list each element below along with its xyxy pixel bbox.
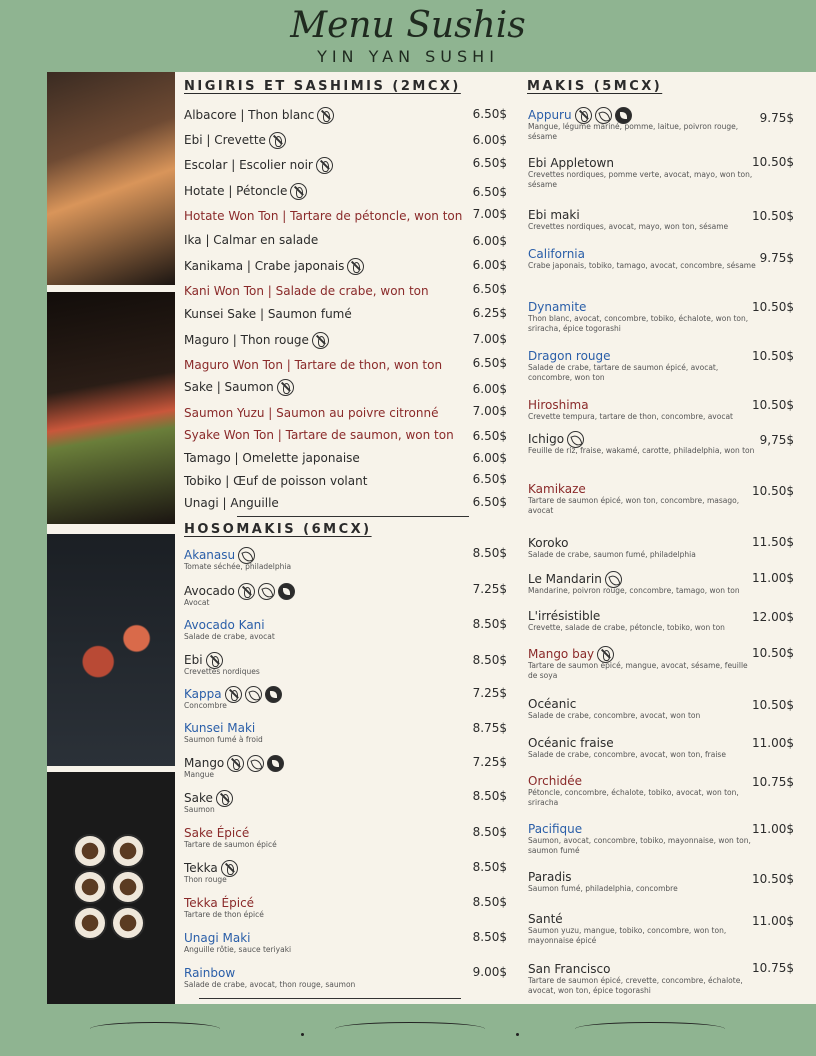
item-description: Saumon yuzu, mangue, tobiko, concombre, won ton, mayonnaise épicé [528, 926, 727, 945]
item-name: Kani Won Ton | Salade de crabe, won ton [184, 284, 429, 298]
item-price: 10.50$ [752, 155, 794, 169]
sushi-assortment-photo [47, 534, 175, 766]
menu-title: Menu Sushis [290, 5, 526, 46]
menu-item [528, 532, 569, 551]
menu-item [184, 857, 238, 877]
item-price: 6.50$ [472, 185, 507, 199]
item-name: Hotate Won Ton | Tartare de pétoncle, won ton [184, 209, 463, 223]
item-price: 8.50$ [472, 789, 507, 803]
item-name: Kamikaze [528, 482, 586, 496]
no-gluten-icon [317, 107, 334, 124]
item-price: 8.50$ [472, 617, 507, 631]
item-price: 6.50$ [472, 156, 507, 170]
menu-item [528, 732, 614, 751]
item-name: Paradis [528, 870, 572, 884]
item-description: Saumon [184, 805, 215, 814]
item-name: Mango [184, 755, 284, 772]
item-description: Salade de crabe, concombre, avocat, won ton, fraise [528, 750, 726, 759]
menu-item [528, 428, 584, 448]
menu-item [184, 683, 282, 703]
item-name: Hiroshima [528, 398, 589, 412]
item-price: 6.50$ [472, 282, 507, 296]
item-name: Saumon Yuzu | Saumon au poivre citronné [184, 406, 439, 420]
photo-column [47, 72, 175, 1004]
menu-item [184, 544, 255, 564]
menu-item [528, 478, 586, 497]
item-price: 11.00$ [752, 736, 794, 750]
item-price: 9.75$ [759, 111, 794, 125]
item-price: 9.00$ [472, 965, 507, 979]
item-name: Hotate | Pétoncle [184, 183, 307, 200]
menu-header [0, 0, 816, 72]
item-price: 6.00$ [472, 258, 507, 272]
item-name: Ebi | Crevette [184, 132, 286, 149]
item-price: 10.50$ [752, 209, 794, 223]
item-name: Tamago | Omelette japonaise [184, 451, 360, 465]
item-name: Koroko [528, 536, 569, 550]
menu-item [184, 492, 279, 511]
section-divider [199, 998, 461, 999]
item-name: Rainbow [184, 966, 236, 980]
roll-image [111, 834, 145, 868]
item-description: Salade de crabe, avocat [184, 632, 275, 641]
nigiris-section-title: NIGIRIS ET SASHIMIS (2MCX) [184, 79, 461, 94]
hosomakis-section-title: HOSOMAKIS (6MCX) [184, 522, 372, 537]
menu-item [184, 962, 235, 981]
menu-item [184, 354, 442, 373]
item-name: Ebi Appletown [528, 156, 614, 170]
item-name: Unagi | Anguille [184, 496, 279, 510]
item-description: Crevette tempura, tartare de thon, concombre, avocat [528, 412, 733, 421]
menu-item [184, 180, 307, 200]
item-price: 6.00$ [472, 133, 507, 147]
roll-image [73, 834, 107, 868]
no-gluten-icon [277, 379, 294, 396]
item-price: 6.50$ [472, 495, 507, 509]
item-price: 10.50$ [752, 349, 794, 363]
item-price: 10.50$ [752, 872, 794, 886]
item-name: Ebi [184, 652, 223, 669]
menu-item [528, 243, 585, 262]
sashimi-photo [47, 292, 175, 524]
veggie-icon [258, 583, 275, 600]
item-price: 12.00$ [752, 610, 794, 624]
item-name: Tekka [184, 860, 238, 877]
menu-item [184, 129, 286, 149]
item-name: Santé [528, 912, 563, 926]
no-gluten-icon [206, 652, 223, 669]
no-gluten-icon [216, 790, 233, 807]
item-name: Kunsei Sake | Saumon fumé [184, 307, 352, 321]
item-name: Sake Épicé [184, 826, 250, 840]
item-description: Tomate séchée, philadelphia [184, 562, 292, 571]
menu-item [184, 104, 334, 124]
item-price: 6.50$ [472, 429, 507, 443]
item-description: Saumon fumé à froid [184, 735, 263, 744]
item-description: Tartare de thon épicé [184, 910, 264, 919]
menu-item [184, 614, 265, 633]
item-price: 8.50$ [472, 825, 507, 839]
item-price: 8.50$ [472, 895, 507, 909]
item-price: 11.00$ [752, 914, 794, 928]
item-description: Concombre [184, 701, 227, 710]
item-name: Dynamite [528, 300, 587, 314]
menu-item [184, 329, 329, 349]
item-price: 8.50$ [472, 653, 507, 667]
item-description: Saumon fumé, philadelphia, concombre [528, 884, 678, 893]
no-gluten-icon [597, 646, 614, 663]
no-gluten-icon [290, 183, 307, 200]
menu-item [184, 255, 364, 275]
item-name: Tobiko | Œuf de poisson volant [184, 474, 368, 488]
item-description: Crevettes nordiques, pomme verte, avocat, mayo, won ton, sésame [528, 170, 753, 189]
menu-item [528, 770, 582, 789]
item-price: 7.25$ [472, 755, 507, 769]
menu-item [528, 818, 582, 837]
item-description: Tartare de saumon épicé [184, 840, 277, 849]
wave-ornament [335, 1022, 485, 1036]
item-price: 6.50$ [472, 356, 507, 370]
footer-decoration [0, 1004, 816, 1056]
item-name: Dragon rouge [528, 349, 611, 363]
item-name: Sake | Saumon [184, 379, 294, 396]
menu-item [528, 394, 589, 413]
item-description: Pétoncle, concombre, échalote, tobiko, avocat, won ton, sriracha [528, 788, 739, 807]
menu-item [528, 568, 622, 588]
item-name: Maguro | Thon rouge [184, 332, 329, 349]
nigiri-photo [47, 72, 175, 285]
no-gluten-icon [227, 755, 244, 772]
item-price: 9,75$ [759, 433, 794, 447]
dot-ornament [301, 1033, 304, 1036]
item-description: Feuille de riz, fraise, wakamé, carotte, philadelphia, won ton [528, 446, 755, 455]
item-price: 10.50$ [752, 300, 794, 314]
item-price: 7.25$ [472, 686, 507, 700]
item-price: 7.00$ [472, 207, 507, 221]
item-name: California [528, 247, 585, 261]
item-name: Le Mandarin [528, 571, 622, 588]
menu-panel [47, 72, 816, 1004]
veggie-icon [238, 547, 255, 564]
item-name: Ichigo [528, 431, 584, 448]
menu-item [184, 424, 454, 443]
item-price: 6.00$ [472, 234, 507, 248]
item-name: Kappa [184, 686, 282, 703]
menu-item [528, 104, 632, 124]
no-gluten-icon [347, 258, 364, 275]
menu-item [184, 205, 462, 224]
menu-item [528, 958, 610, 977]
item-price: 7.25$ [472, 582, 507, 596]
menu-item [528, 204, 580, 223]
item-price: 11.50$ [752, 535, 794, 549]
item-name: Pacifique [528, 822, 583, 836]
no-gluten-icon [312, 332, 329, 349]
no-gluten-icon [575, 107, 592, 124]
veggie-icon [247, 755, 264, 772]
menu-item [184, 229, 318, 248]
makis-section-title: MAKIS (5MCX) [527, 79, 663, 94]
item-name: Appuru [528, 107, 632, 124]
item-price: 10.75$ [752, 775, 794, 789]
item-name: San Francisco [528, 962, 611, 976]
item-name: Orchidée [528, 774, 583, 788]
item-name: Sake [184, 790, 233, 807]
item-price: 10.50$ [752, 398, 794, 412]
menu-item [184, 787, 233, 807]
menu-item [184, 752, 284, 772]
vegan-icon [265, 686, 282, 703]
no-gluten-icon [316, 157, 333, 174]
item-price: 10.50$ [752, 698, 794, 712]
veggie-icon [595, 107, 612, 124]
section-divider [237, 516, 469, 517]
menu-item [528, 693, 576, 712]
item-name: Tekka Épicé [184, 896, 255, 910]
item-description: Mangue [184, 770, 214, 779]
item-description: Crabe japonais, tobiko, tamago, avocat, concombre, sésame [528, 261, 756, 270]
item-price: 7.00$ [472, 404, 507, 418]
item-name: Escolar | Escolier noir [184, 157, 333, 174]
item-price: 11.00$ [752, 571, 794, 585]
item-description: Crevette, salade de crabe, pétoncle, tobiko, won ton [528, 623, 725, 632]
item-description: Salade de crabe, saumon fumé, philadelphia [528, 550, 696, 559]
vegan-icon [615, 107, 632, 124]
veggie-icon [245, 686, 262, 703]
item-price: 10.75$ [752, 961, 794, 975]
item-price: 11.00$ [752, 822, 794, 836]
item-name: Mango bay [528, 646, 614, 663]
item-price: 6.00$ [472, 382, 507, 396]
restaurant-name: YIN YAN SUSHI [317, 47, 499, 66]
roll-image [111, 906, 145, 940]
item-name: L'irrésistible [528, 609, 601, 623]
veggie-icon [567, 431, 584, 448]
item-price: 8.50$ [472, 860, 507, 874]
vegan-icon [267, 755, 284, 772]
item-name: Maguro Won Ton | Tartare de thon, won ton [184, 358, 443, 372]
item-price: 6.50$ [472, 472, 507, 486]
menu-item [184, 402, 438, 421]
item-description: Salade de crabe, tartare de saumon épicé, avocat, concombre, won ton [528, 363, 719, 382]
dot-ornament [516, 1033, 519, 1036]
menu-item [528, 866, 572, 885]
item-description: Mangue, légume mariné, pomme, laitue, poivron rouge, sésame [528, 122, 739, 141]
menu-item [528, 643, 614, 663]
menu-item [528, 605, 600, 624]
item-price: 10.50$ [752, 484, 794, 498]
roll-image [111, 870, 145, 904]
menu-item [184, 892, 254, 911]
no-gluten-icon [225, 686, 242, 703]
veggie-icon [605, 571, 622, 588]
item-name: Ebi maki [528, 208, 580, 222]
item-name: Albacore | Thon blanc [184, 107, 334, 124]
item-description: Salade de crabe, avocat, thon rouge, saumon [184, 980, 356, 989]
item-price: 8.50$ [472, 930, 507, 944]
item-price: 6.25$ [472, 306, 507, 320]
item-name: Kunsei Maki [184, 721, 256, 735]
menu-item [184, 822, 249, 841]
item-price: 7.00$ [472, 332, 507, 346]
no-gluten-icon [238, 583, 255, 600]
menu-item [184, 280, 429, 299]
no-gluten-icon [221, 860, 238, 877]
item-price: 8.75$ [472, 721, 507, 735]
item-price: 6.00$ [472, 451, 507, 465]
menu-item [184, 470, 367, 489]
menu-item [184, 649, 223, 669]
menu-item [528, 152, 614, 171]
item-description: Anguille rôtie, sauce teriyaki [184, 945, 292, 954]
item-name: Océanic [528, 697, 577, 711]
menu-item [184, 927, 251, 946]
item-description: Tartare de saumon épicé, mangue, avocat, sésame, feuille de soya [528, 661, 748, 680]
menu-item [184, 580, 295, 600]
wave-ornament [90, 1022, 220, 1036]
item-price: 8.50$ [472, 546, 507, 560]
item-description: Avocat [184, 598, 210, 607]
item-description: Crevettes nordiques, avocat, mayo, won ton, sésame [528, 222, 729, 231]
item-name: Kanikama | Crabe japonais [184, 258, 364, 275]
menu-item [184, 376, 294, 396]
item-price: 10.50$ [752, 646, 794, 660]
item-description: Tartare de saumon épicé, crevette, concombre, échalote, avocat, won ton, épice togorashi [528, 976, 743, 995]
item-name: Unagi Maki [184, 931, 251, 945]
menu-item [184, 154, 333, 174]
maki-rolls-photo [47, 772, 175, 1004]
item-price: 9.75$ [759, 251, 794, 265]
item-description: Crevettes nordiques [184, 667, 260, 676]
item-price: 6.50$ [472, 107, 507, 121]
item-name: Océanic fraise [528, 736, 614, 750]
menu-item [184, 717, 255, 736]
roll-image [73, 906, 107, 940]
roll-image [73, 870, 107, 904]
item-name: Avocado [184, 583, 295, 600]
item-description: Thon blanc, avocat, concombre, tobiko, échalote, won ton, sriracha, épice togorashi [528, 314, 749, 333]
item-name: Syake Won Ton | Tartare de saumon, won ton [184, 428, 454, 442]
item-name: Akanasu [184, 547, 255, 564]
menu-item [184, 303, 352, 322]
menu-item [528, 908, 563, 927]
no-gluten-icon [269, 132, 286, 149]
menu-item [528, 345, 611, 364]
item-name: Ika | Calmar en salade [184, 233, 319, 247]
menu-item [184, 447, 360, 466]
item-description: Thon rouge [184, 875, 227, 884]
item-name: Avocado Kani [184, 618, 265, 632]
item-description: Mandarine, poivron rouge, concombre, tamago, won ton [528, 586, 740, 595]
vegan-icon [278, 583, 295, 600]
item-description: Salade de crabe, concombre, avocat, won ton [528, 711, 701, 720]
item-description: Tartare de saumon épicé, won ton, concombre, masago, avocat [528, 496, 740, 515]
menu-item [528, 296, 586, 315]
item-description: Saumon, avocat, concombre, tobiko, mayonnaise, won ton, saumon fumé [528, 836, 751, 855]
wave-ornament [575, 1022, 725, 1036]
